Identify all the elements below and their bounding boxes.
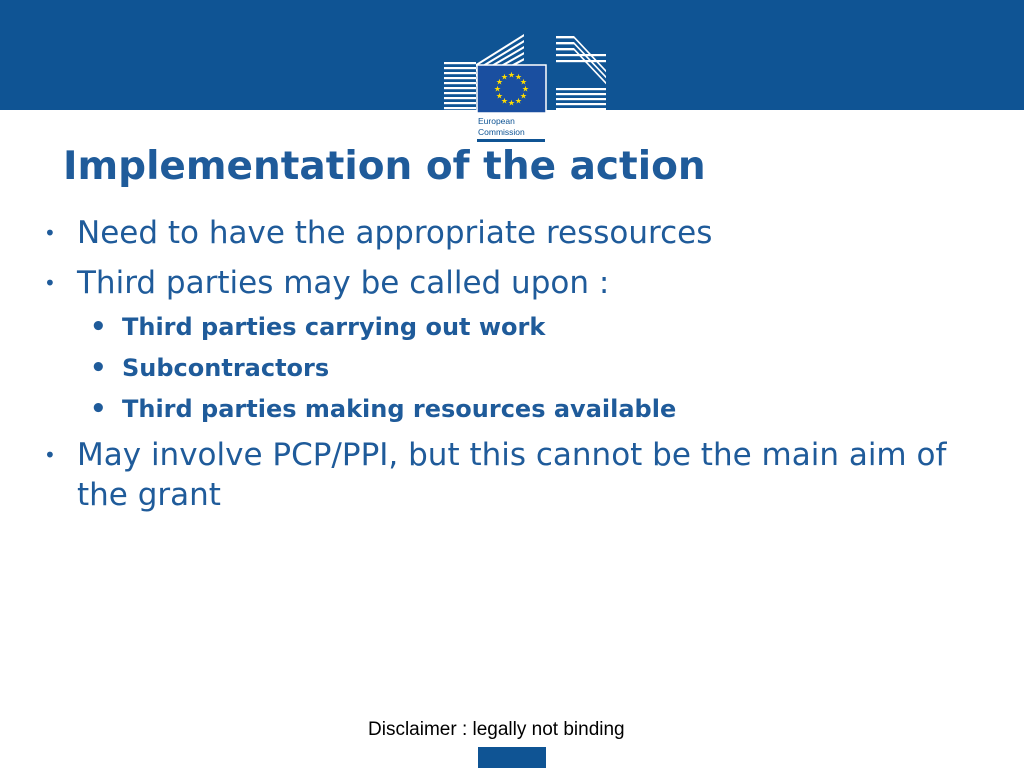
sub-bullet-dot-icon: • [90, 353, 107, 383]
bullet-dot-icon: • [44, 271, 56, 295]
bullet-item [44, 435, 957, 515]
svg-text:★: ★ [507, 70, 516, 80]
svg-text:★: ★ [500, 72, 509, 82]
sub-bullet-text: Third parties making resources available [122, 395, 677, 423]
svg-text:★: ★ [493, 84, 502, 94]
svg-text:★: ★ [519, 91, 528, 101]
sub-bullet-text: Subcontractors [122, 354, 330, 382]
logo-caption-line2: Commission [478, 127, 525, 137]
bullet-dot-icon: • [44, 443, 56, 467]
svg-text:★: ★ [495, 91, 504, 101]
footer-flag-tab [478, 747, 546, 768]
svg-text:★: ★ [521, 84, 530, 94]
svg-text:★: ★ [514, 96, 523, 106]
svg-text:★: ★ [495, 77, 504, 87]
bullet-text: Need to have the appropriate ressources [77, 215, 713, 251]
svg-text:★: ★ [519, 77, 528, 87]
european-commission-logo [444, 34, 606, 146]
slide-title: Implementation of the action [63, 144, 706, 189]
sub-bullet-dot-icon: • [90, 394, 107, 424]
sub-bullet-item [90, 312, 922, 342]
sub-bullet-dot-icon: • [90, 312, 107, 342]
svg-text:★: ★ [500, 96, 509, 106]
svg-text:★: ★ [507, 98, 516, 108]
logo-caption-line1: European [478, 116, 515, 126]
sub-bullet-text: Third parties carrying out work [122, 313, 546, 341]
bullet-text: May involve PCP/PPI, but this cannot be the main aim of the grant [77, 437, 947, 513]
bullet-item [44, 213, 957, 253]
logo-caption [478, 116, 525, 138]
svg-text:★: ★ [514, 72, 523, 82]
bullet-text: Third parties may be called upon : [77, 265, 610, 301]
building-right-wing [556, 36, 606, 110]
sub-bullet-item [90, 394, 922, 424]
bullet-dot-icon: • [44, 221, 56, 245]
sub-bullet-item [90, 353, 922, 383]
bullet-item [44, 263, 957, 303]
footer-disclaimer: Disclaimer : legally not binding [368, 719, 625, 740]
